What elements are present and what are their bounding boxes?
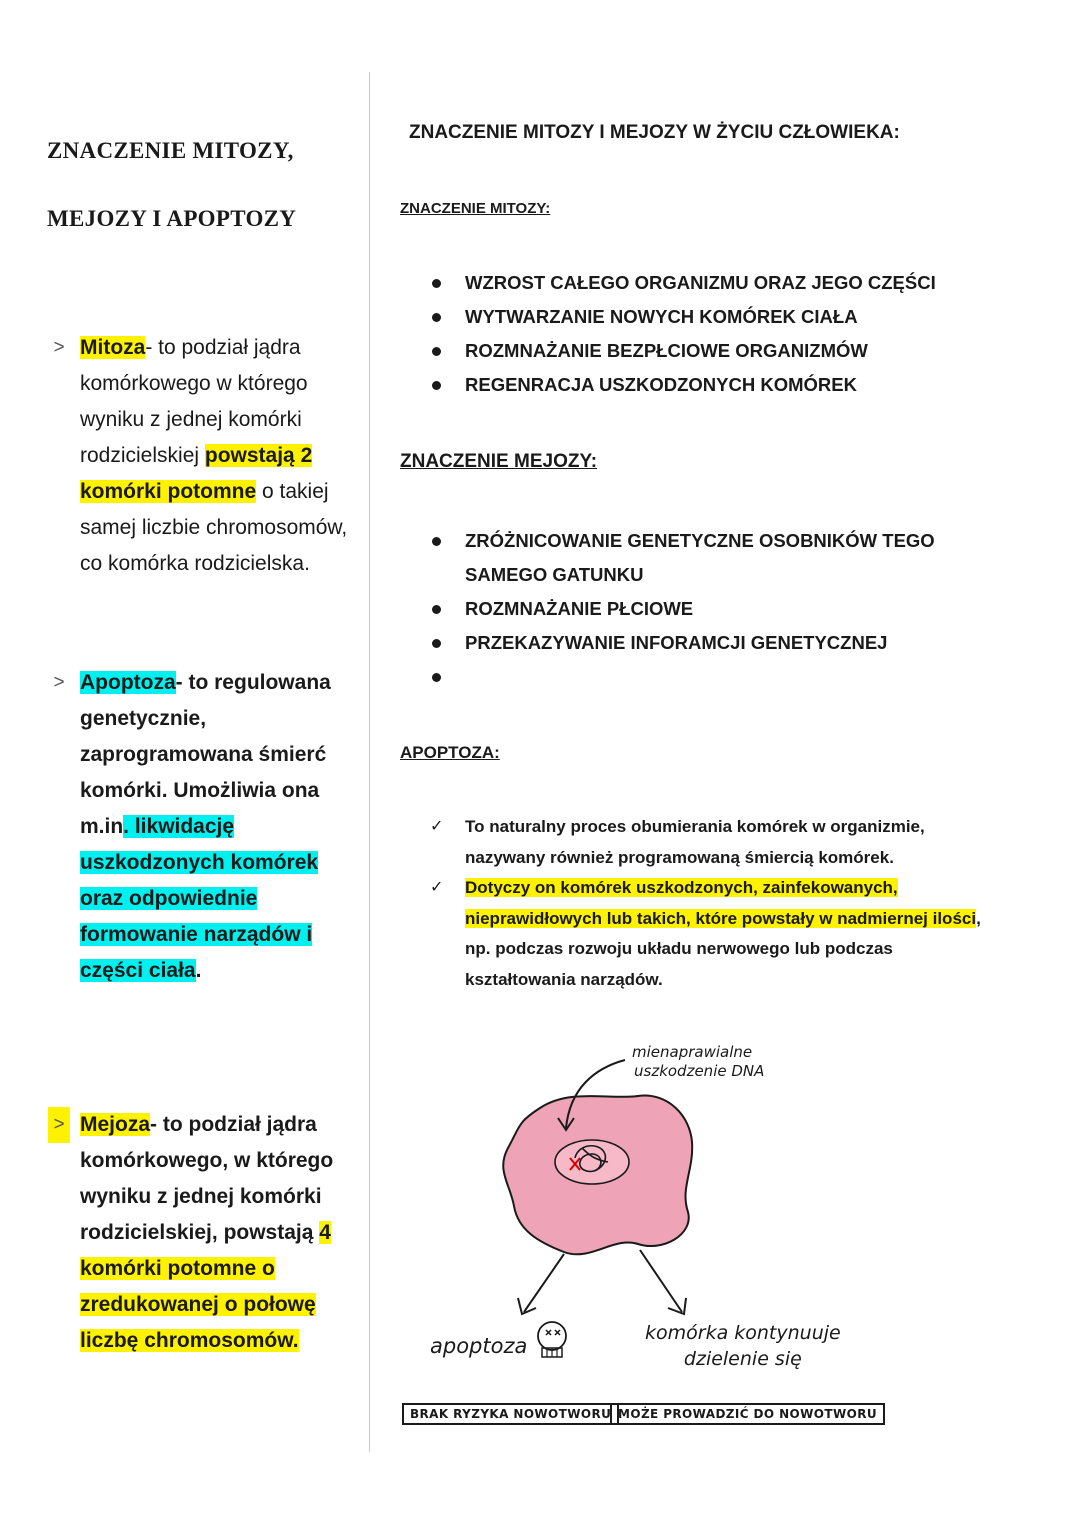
apoptoza-list <box>430 812 990 995</box>
apoptoza-definition <box>48 665 353 989</box>
mitoza-highlight: powstają 2 komórki potomne <box>80 444 313 503</box>
mejoza-definition <box>48 1107 353 1359</box>
column-divider <box>369 72 370 1452</box>
check-icon: ✓ <box>430 818 444 835</box>
apoptoza-text-1: - to regulowana genetycznie, zaprogramowana śmierć komórki. Umożliwia ona m.in <box>80 671 331 838</box>
nucleus <box>555 1140 629 1184</box>
apoptoza-highlight-text: Dotyczy on komórek uszkodzonych, zainfekowanych, nieprawidłowych lub takich, które powstały w nadmiernej ilości <box>465 878 977 928</box>
mejoza-highlight: 4 komórki potomne o zredukowanej o połowę liczbę chromosomów. <box>80 1221 331 1352</box>
mejoza-section-heading: ZNACZENIE MEJOZY: <box>400 451 598 472</box>
right-arrow <box>640 1250 682 1312</box>
chevron-right-icon: > <box>48 1107 70 1143</box>
bullet-icon <box>432 673 441 682</box>
list-item: REGENRACJA USZKODZONYCH KOMÓREK <box>430 368 990 402</box>
list-item: WZROST CAŁEGO ORGANIZMU ORAZ JEGO CZĘŚCI <box>430 266 990 300</box>
mitoza-section-heading: ZNACZENIE MITOZY: <box>400 200 551 217</box>
mejoza-text-1: - to podział jądra komórkowego, w którego wyniku z jednej komórki rodzicielskiej, powstają <box>80 1113 334 1244</box>
apoptoza-section-heading: APOPTOZA: <box>400 743 500 762</box>
main-heading: ZNACZENIE MITOZY I MEJOZY W ŻYCIU CZŁOWIEKA: <box>409 122 900 143</box>
cancer-risk-box: MOŻE PROWADZIĆ DO NOWOTWORU <box>610 1403 885 1425</box>
bullet-icon <box>432 279 441 288</box>
apoptoza-rest-text: , np. podczas rozwoju układu nerwowego lub podczas kształtowania narządów. <box>465 908 981 989</box>
bullet-icon <box>432 537 441 546</box>
list-item: ROZMNAŻANIE BEZPŁCIOWE ORGANIZMÓW <box>430 334 990 368</box>
dna-damage-label: mienaprawialne uszkodzenie DNA <box>632 1043 765 1080</box>
apoptosis-diagram <box>400 1030 880 1450</box>
page-title-line-1: ZNACZENIE MITOZY, <box>47 138 294 163</box>
list-item: ROZMNAŻANIE PŁCIOWE <box>430 592 990 626</box>
bullet-icon <box>432 313 441 322</box>
apoptosis-label: apoptoza <box>430 1334 528 1358</box>
bullet-icon <box>432 347 441 356</box>
mejoza-term: Mejoza <box>80 1113 151 1136</box>
mitoza-text-1: - to podział jądra komórkowego w którego wyniku z jednej komórki rodzicielskiej <box>80 336 308 467</box>
mitoza-text-2: o takiej samej liczbie chromosomów, co komórka rodzicielska. <box>80 480 348 575</box>
skull-icon <box>538 1322 566 1357</box>
apoptoza-highlight: . likwidację uszkodzonych komórek oraz odpowiednie formowanie narządów i części ciała <box>80 815 319 982</box>
no-cancer-risk-box: BRAK RYZYKA NOWOTWORU <box>402 1403 619 1425</box>
chevron-right-icon: > <box>53 337 65 358</box>
bullet-icon <box>432 639 441 648</box>
apoptoza-text-2: . <box>195 959 202 982</box>
bullet-icon <box>432 381 441 390</box>
list-item: ✓ To naturalny proces obumierania komórek w organizmie, nazywany również programowaną śmiercią komórek. <box>430 812 990 873</box>
mitoza-definition <box>48 330 353 582</box>
list-item: ZRÓŻNICOWANIE GENETYCZNE OSOBNIKÓW TEGO SAMEGO GATUNKU <box>430 524 935 592</box>
left-arrow <box>524 1254 564 1312</box>
chevron-right-icon: > <box>53 672 65 693</box>
list-item <box>430 873 990 995</box>
apoptoza-term: Apoptoza <box>80 671 176 694</box>
mejoza-list <box>430 524 990 694</box>
division-continues-label: komórka kontynuuje dzielenie się <box>645 1322 841 1370</box>
list-item-empty <box>430 660 990 694</box>
bullet-icon <box>432 605 441 614</box>
mitoza-term: Mitoza <box>80 336 146 359</box>
page-title-line-2: MEJOZY I APOPTOZY <box>47 206 297 231</box>
list-item: PRZEKAZYWANIE INFORAMCJI GENETYCZNEJ <box>430 626 990 660</box>
mitoza-list <box>430 266 990 402</box>
check-icon: ✓ <box>430 879 444 896</box>
list-item: WYTWARZANIE NOWYCH KOMÓREK CIAŁA <box>430 300 990 334</box>
